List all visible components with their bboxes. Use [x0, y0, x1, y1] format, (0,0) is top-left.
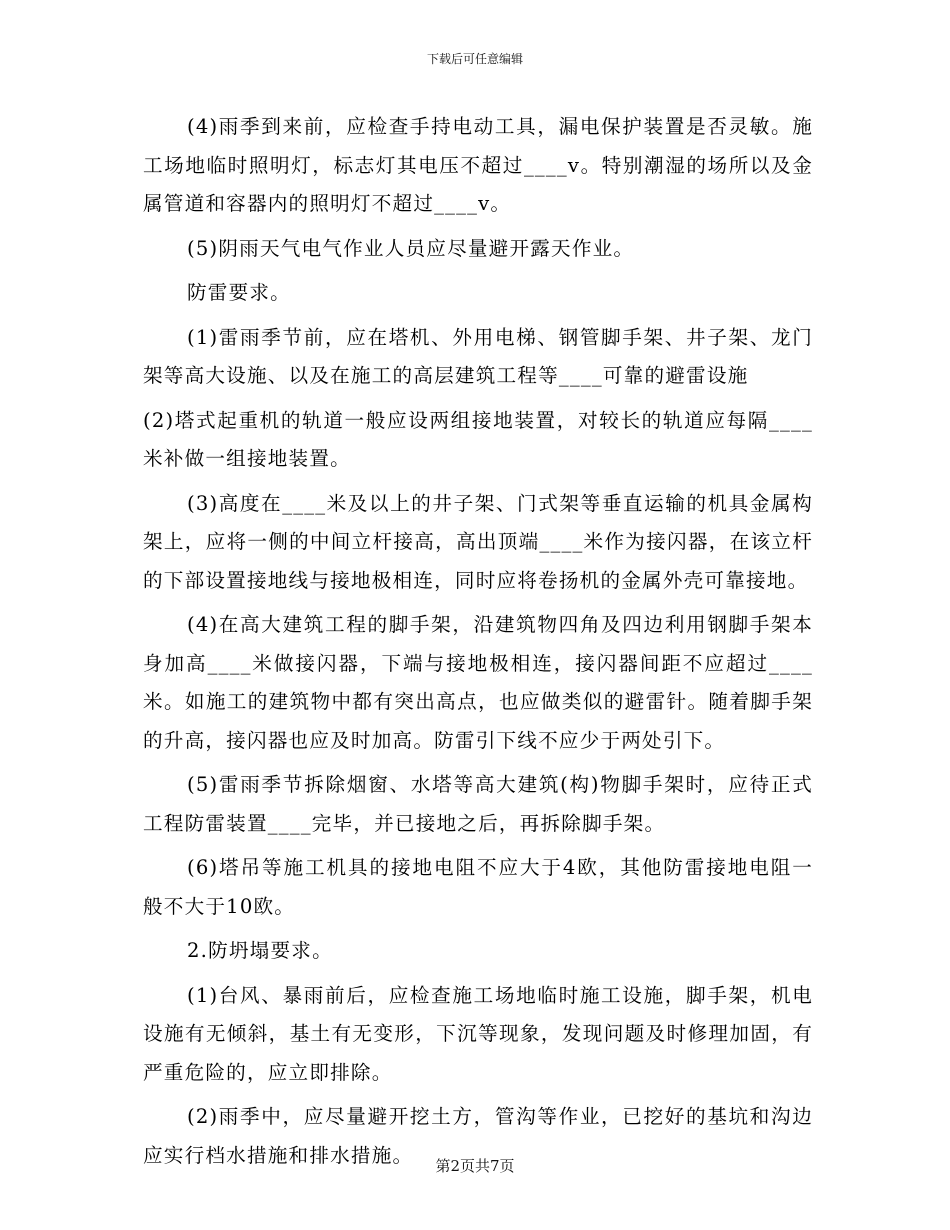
paragraph-rain-electrical-check: (4)雨季到来前，应检查手持电动工具，漏电保护装置是否灵敏。施工场地临时照明灯，标志灯其电压不超过____v。特别潮湿的场所以及金属管道和容器内的照明灯不超过____v。	[143, 115, 813, 215]
section-heading-lightning: 防雷要求。	[187, 281, 291, 304]
paragraph-lightning-3: (3)高度在____米及以上的井子架、门式架等垂直运输的机具金属构架上，应将一侧的中间立杆接高，高出顶端____米作为接闪器，在该立杆的下部设置接地线与接地极相连，同时应将卷扬机的金属外壳可靠接地。	[143, 491, 813, 592]
paragraph-collapse-2: (2)雨季中，应尽量避开挖土方，管沟等作业，已挖好的基坑和沟边应实行档水措施和排水措施。	[143, 1105, 813, 1167]
document-body	[143, 108, 813, 1181]
paragraph-lightning-5: (5)雷雨季节拆除烟窗、水塔等高大建筑(构)物脚手架时，应待正式工程防雷装置____完毕，并已接地之后，再拆除脚手架。	[143, 773, 813, 835]
paragraph-lightning-1: (1)雷雨季节前，应在塔机、外用电梯、钢管脚手架、井子架、龙门架等高大设施、以及在施工的高层建筑工程等____可靠的避雷设施	[143, 325, 813, 387]
paragraph-lightning-4: (4)在高大建筑工程的脚手架，沿建筑物四角及四边利用钢脚手架本身加高____米做接闪器，下端与接地极相连，接闪器间距不应超过____米。如施工的建筑物中都有突出高点，也应做类似的避雷针。随着脚手架的升高，接闪器也应及时加高。防雷引下线不应少于两处引下。	[143, 613, 813, 752]
paragraph-rain-outdoor-work: (5)阴雨天气电气作业人员应尽量避开露天作业。	[187, 236, 635, 260]
page-header: 下载后可任意编辑	[426, 52, 523, 66]
paragraph-lightning-6: (6)塔吊等施工机具的接地电阻不应大于4欧，其他防雷接地电阻一般不大于10欧。	[143, 856, 813, 918]
section-heading-collapse: 2.防坍塌要求。	[187, 939, 333, 962]
paragraph-collapse-1: (1)台风、暴雨前后，应检查施工场地临时施工设施，脚手架，机电设施有无倾斜，基土有无变形，下沉等现象，发现问题及时修理加固，有严重危险的，应立即排除。	[143, 983, 813, 1084]
page-number: 第2页共7页	[435, 1157, 515, 1175]
paragraph-lightning-2: (2)塔式起重机的轨道一般应设两组接地装置，对较长的轨道应每隔____米补做一组接地装置。	[143, 408, 813, 470]
